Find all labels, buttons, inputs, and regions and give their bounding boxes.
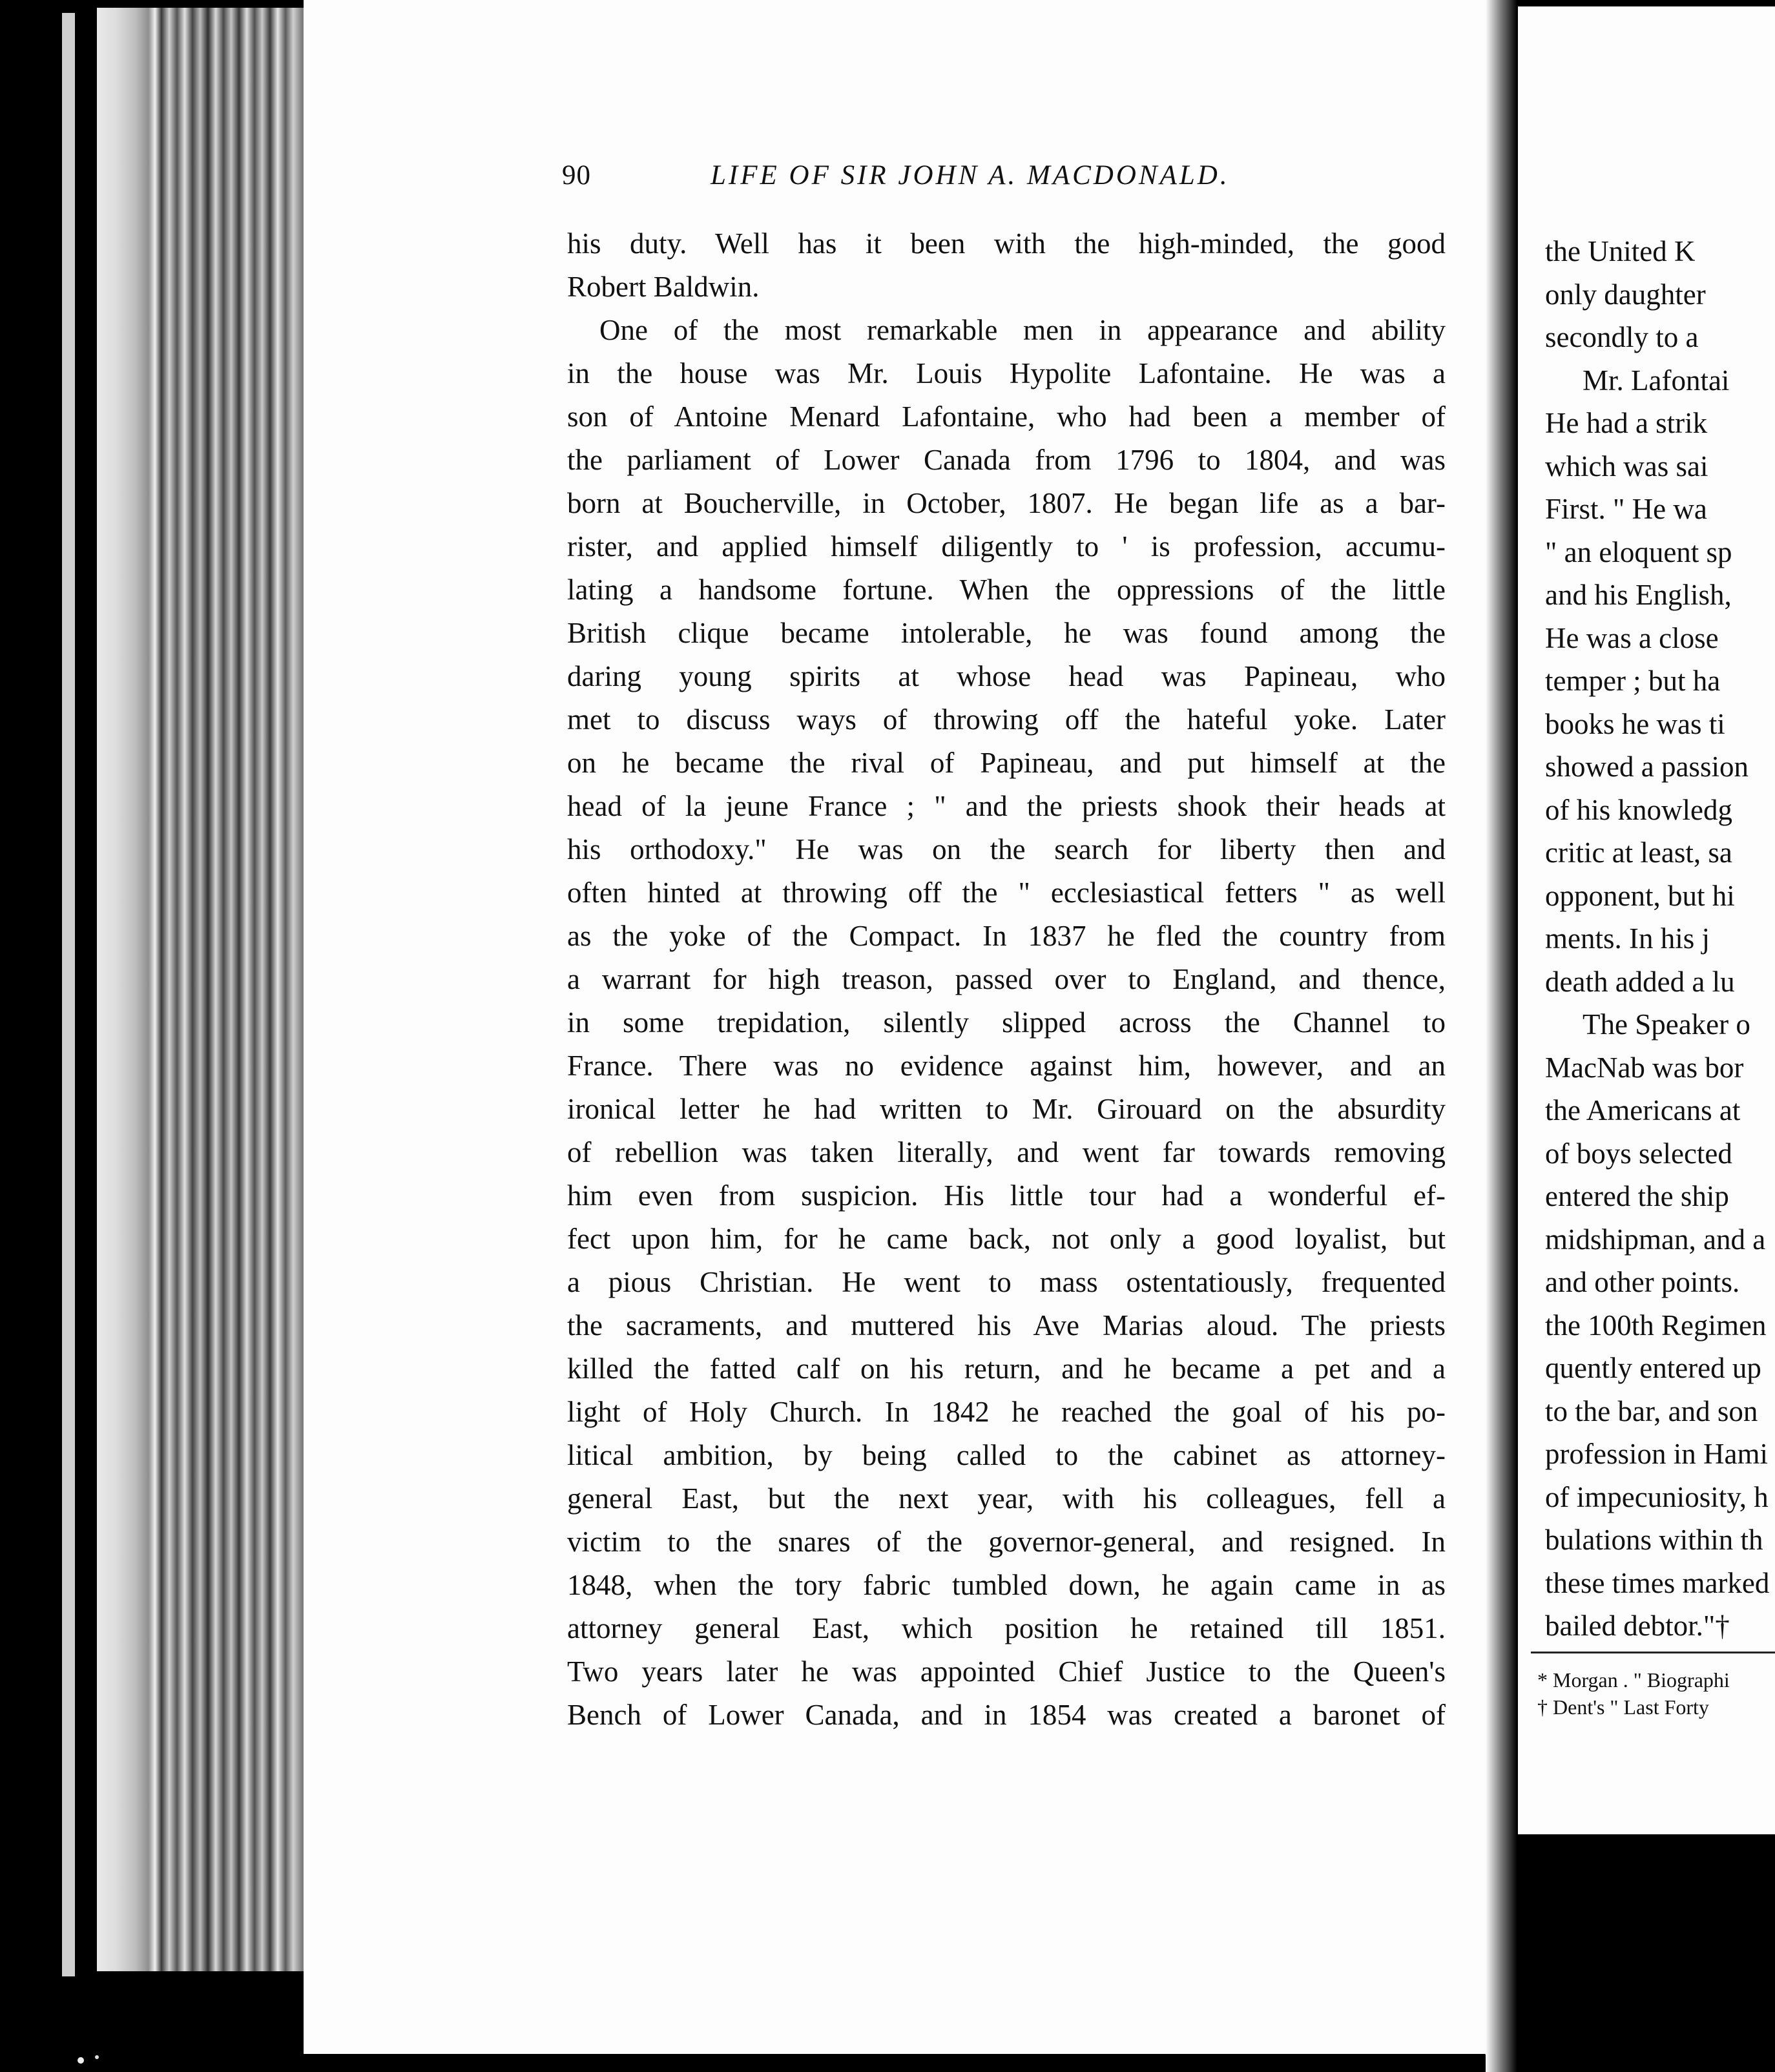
facing-line: to the bar, and son bbox=[1545, 1394, 1758, 1427]
facing-line: profession in Hami bbox=[1545, 1438, 1768, 1470]
footnote-rule bbox=[1531, 1652, 1775, 1653]
facing-line: First. " He wa bbox=[1545, 493, 1707, 525]
text-line: killed the fatted calf on his return, and he became a pet and a bbox=[567, 1352, 1446, 1385]
text-line: a pious Christian. He went to mass ostentatiously, frequented bbox=[567, 1266, 1446, 1298]
facing-line: which was sai bbox=[1545, 450, 1708, 482]
facing-line: and other points. bbox=[1545, 1266, 1740, 1298]
text-line: of rebellion was taken literally, and went far towards removing bbox=[567, 1136, 1446, 1168]
facing-line: the United K bbox=[1545, 235, 1696, 267]
facing-line: bailed debtor."† bbox=[1545, 1610, 1730, 1642]
text-line: rister, and applied himself diligently to ' is profession, accumu- bbox=[567, 530, 1446, 563]
text-line: the parliament of Lower Canada from 1796 to 1804, and was bbox=[567, 444, 1446, 476]
facing-line: quently entered up bbox=[1545, 1352, 1761, 1384]
facing-line: the 100th Regimen bbox=[1545, 1309, 1767, 1342]
facing-line: bulations within th bbox=[1545, 1524, 1763, 1556]
text-line: the sacraments, and muttered his Ave Marias aloud. The priests bbox=[567, 1309, 1446, 1342]
text-line: One of the most remarkable men in appearance and ability bbox=[599, 314, 1446, 346]
facing-line: books he was ti bbox=[1545, 707, 1725, 740]
facing-line: of boys selected bbox=[1545, 1137, 1732, 1170]
facing-line: temper ; but ha bbox=[1545, 665, 1721, 697]
page-number: 90 bbox=[562, 160, 591, 191]
facing-line: of his knowledg bbox=[1545, 793, 1732, 826]
text-line: his orthodoxy." He was on the search for liberty then and bbox=[567, 833, 1446, 865]
text-line: a warrant for high treason, passed over to England, and thence, bbox=[567, 963, 1446, 995]
text-line: general East, but the next year, with his colleagues, fell a bbox=[567, 1482, 1446, 1515]
footnote-line: † Dent's " Last Forty bbox=[1537, 1695, 1709, 1719]
text-line: litical ambition, by being called to the cabinet as attorney- bbox=[567, 1439, 1446, 1471]
text-line: Two years later he was appointed Chief Justice to the Queen's bbox=[567, 1655, 1446, 1688]
text-line: on he became the rival of Papineau, and put himself at the bbox=[567, 747, 1446, 779]
text-line: often hinted at throwing off the " ecclesiastical fetters " as well bbox=[567, 876, 1446, 909]
facing-line: only daughter bbox=[1545, 278, 1706, 311]
facing-line: death added a lu bbox=[1545, 965, 1735, 998]
text-line: light of Holy Church. In 1842 he reached the goal of his po- bbox=[567, 1396, 1446, 1428]
body-text bbox=[567, 222, 1446, 1737]
facing-line: secondly to a bbox=[1545, 321, 1699, 353]
facing-line: and his English, bbox=[1545, 579, 1732, 611]
facing-line: MacNab was bor bbox=[1545, 1051, 1744, 1084]
facing-line: critic at least, sa bbox=[1545, 836, 1732, 869]
text-line: his duty. Well has it been with the high-minded, the good bbox=[567, 227, 1446, 260]
text-line: Robert Baldwin. bbox=[567, 271, 760, 303]
facing-line: entered the ship bbox=[1545, 1180, 1729, 1212]
text-line: met to discuss ways of throwing off the hateful yoke. Later bbox=[567, 703, 1446, 736]
text-line: victim to the snares of the governor-general, and resigned. In bbox=[567, 1526, 1446, 1558]
facing-line: Mr. Lafontai bbox=[1583, 364, 1730, 397]
facing-page-text bbox=[1545, 230, 1775, 1648]
text-line: fect upon him, for he came back, not only a good loyalist, but bbox=[567, 1223, 1446, 1255]
text-line: head of la jeune France ; " and the priests shook their heads at bbox=[567, 790, 1446, 822]
facing-line: He was a close bbox=[1545, 621, 1719, 654]
footnote-line: * Morgan . " Biographi bbox=[1537, 1668, 1730, 1692]
facing-line: opponent, but hi bbox=[1545, 879, 1735, 912]
running-head bbox=[562, 160, 1337, 205]
facing-line: midshipman, and a bbox=[1545, 1223, 1766, 1256]
facing-line: The Speaker o bbox=[1583, 1008, 1750, 1041]
text-line: daring young spirits at whose head was Papineau, who bbox=[567, 660, 1446, 692]
facing-line: showed a passion bbox=[1545, 751, 1749, 783]
text-line: France. There was no evidence against him, however, and an bbox=[567, 1050, 1446, 1082]
facing-line: " an eloquent sp bbox=[1545, 535, 1732, 568]
text-line: lating a handsome fortune. When the oppressions of the little bbox=[567, 574, 1446, 606]
text-line: 1848, when the tory fabric tumbled down, he again came in as bbox=[567, 1569, 1446, 1601]
running-title: LIFE OF SIR JOHN A. MACDONALD. bbox=[711, 160, 1230, 191]
text-line: him even from suspicion. His little tour had a wonderful ef- bbox=[567, 1179, 1446, 1212]
text-line: attorney general East, which position he retained till 1851. bbox=[567, 1612, 1446, 1644]
facing-line: the Americans at bbox=[1545, 1094, 1741, 1126]
text-line: as the yoke of the Compact. In 1837 he fled the country from bbox=[567, 920, 1446, 952]
facing-page bbox=[1518, 6, 1775, 1834]
facing-line: these times marked bbox=[1545, 1566, 1770, 1599]
text-line: ironical letter he had written to Mr. Girouard on the absurdity bbox=[567, 1093, 1446, 1125]
text-line: born at Boucherville, in October, 1807. He began life as a bar- bbox=[567, 487, 1446, 519]
text-line: British clique became intolerable, he was found among the bbox=[567, 617, 1446, 649]
facing-footnotes bbox=[1537, 1666, 1775, 1721]
text-line: in the house was Mr. Louis Hypolite Lafontaine. He was a bbox=[567, 357, 1446, 389]
text-line: son of Antoine Menard Lafontaine, who had been a member of bbox=[567, 400, 1446, 433]
book-page-edges bbox=[97, 8, 317, 1971]
facing-line: ments. In his j bbox=[1545, 922, 1710, 955]
text-line: Bench of Lower Canada, and in 1854 was created a baronet of bbox=[567, 1699, 1446, 1731]
text-line: in some trepidation, silently slipped across the Channel to bbox=[567, 1006, 1446, 1039]
facing-line: of impecuniosity, h bbox=[1545, 1480, 1769, 1513]
facing-line: He had a strik bbox=[1545, 407, 1708, 439]
